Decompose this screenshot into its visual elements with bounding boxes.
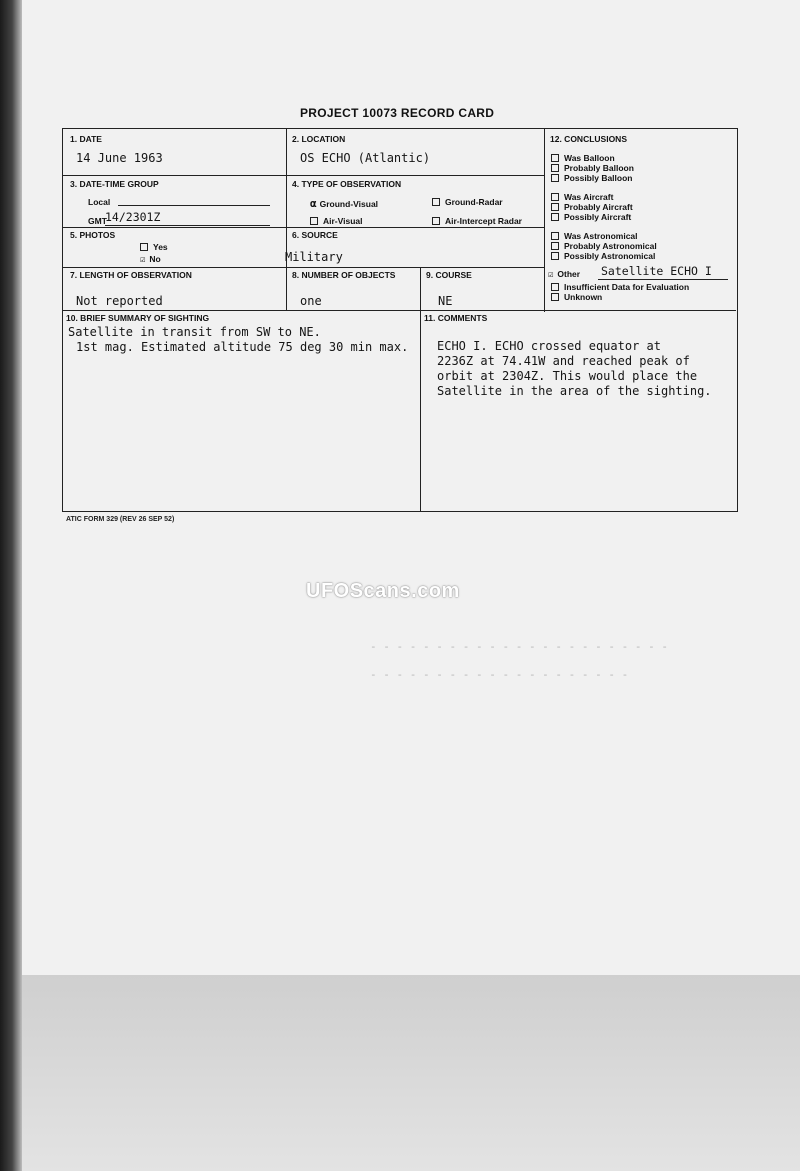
conclusion-possibly-astronomical[interactable]: Possibly Astronomical — [551, 251, 655, 261]
checked-mark-icon: ☑ — [548, 270, 554, 280]
summary-label: 10. BRIEF SUMMARY OF SIGHTING — [66, 313, 210, 323]
conclusion-was-aircraft[interactable]: Was Aircraft — [551, 192, 613, 202]
photos-yes[interactable]: Yes — [140, 242, 168, 252]
type-option-air-intercept-radar[interactable]: Air-Intercept Radar — [432, 216, 522, 226]
conclusion-probably-balloon[interactable]: Probably Balloon — [551, 163, 634, 173]
checked-mark-icon: ☑ — [140, 255, 146, 265]
card-title: PROJECT 10073 RECORD CARD — [300, 106, 495, 120]
checkbox-icon — [551, 252, 559, 260]
local-label: Local — [88, 197, 111, 207]
checkbox-icon — [432, 217, 440, 225]
source-value: Military — [285, 250, 343, 264]
scan-edge — [0, 0, 22, 1171]
divider — [62, 227, 544, 228]
checkbox-icon — [551, 193, 559, 201]
gmt-label: GMT — [88, 216, 107, 226]
divider — [62, 175, 544, 176]
local-line — [118, 205, 270, 206]
comments-line: 2236Z at 74.41W and reached peak of — [437, 354, 690, 368]
divider — [420, 267, 421, 511]
summary-line: Satellite in transit from SW to NE. — [68, 325, 321, 339]
conclusion-was-astronomical[interactable]: Was Astronomical — [551, 231, 638, 241]
comments-line: Satellite in the area of the sighting. — [437, 384, 712, 398]
course-value: NE — [438, 294, 453, 308]
objects-value: one — [300, 294, 322, 308]
source-label: 6. SOURCE — [292, 230, 338, 240]
conclusion-possibly-balloon[interactable]: Possibly Balloon — [551, 173, 633, 183]
location-value: OS ECHO (Atlantic) — [300, 151, 431, 165]
conclusion-probably-aircraft[interactable]: Probably Aircraft — [551, 202, 633, 212]
checkbox-icon — [432, 198, 440, 206]
date-value: 14 June 1963 — [76, 151, 163, 165]
conclusion-unknown[interactable]: Unknown — [551, 292, 602, 302]
divider — [62, 310, 736, 311]
conclusion-was-balloon[interactable]: Was Balloon — [551, 153, 615, 163]
comments-line: ECHO I. ECHO crossed equator at — [437, 339, 661, 353]
length-label: 7. LENGTH OF OBSERVATION — [70, 270, 192, 280]
conclusion-insufficient-data[interactable]: Insufficient Data for Evaluation — [551, 282, 689, 292]
course-label: 9. COURSE — [426, 270, 472, 280]
divider — [62, 267, 544, 268]
gmt-line — [105, 225, 270, 226]
background-lower — [0, 975, 800, 1171]
other-line — [598, 279, 728, 280]
checkbox-icon — [551, 174, 559, 182]
checkbox-icon — [140, 243, 148, 251]
photos-no[interactable]: ☑ No — [140, 254, 161, 265]
checkbox-icon — [551, 232, 559, 240]
checkbox-icon — [551, 283, 559, 291]
comments-line: orbit at 2304Z. This would place the — [437, 369, 698, 383]
checked-mark-icon: α — [310, 197, 317, 210]
summary-line: 1st mag. Estimated altitude 75 deg 30 min max. — [76, 340, 409, 354]
comments-label: 11. COMMENTS — [424, 313, 488, 323]
objects-label: 8. NUMBER OF OBJECTS — [292, 270, 396, 280]
conclusion-other-value: Satellite ECHO I — [601, 264, 712, 278]
type-label: 4. TYPE OF OBSERVATION — [292, 179, 402, 189]
gmt-value: 14/2301Z — [105, 210, 161, 224]
checkbox-icon — [551, 293, 559, 301]
photos-label: 5. PHOTOS — [70, 230, 116, 240]
divider — [286, 128, 287, 310]
dtg-label: 3. DATE-TIME GROUP — [70, 179, 159, 189]
checkbox-icon — [310, 217, 318, 225]
form-number: ATIC FORM 329 (REV 26 SEP 52) — [66, 516, 175, 523]
bleed-through-text: - - - - - - - - - - - - - - - - - - - - — [370, 668, 629, 681]
conclusion-possibly-aircraft[interactable]: Possibly Aircraft — [551, 212, 631, 222]
conclusions-label: 12. CONCLUSIONS — [550, 134, 627, 144]
bleed-through-text: - - - - - - - - - - - - - - - - - - - - - - - — [370, 640, 669, 653]
type-option-ground-visual[interactable]: α Ground-Visual — [310, 197, 379, 210]
checkbox-icon — [551, 213, 559, 221]
location-label: 2. LOCATION — [292, 134, 346, 144]
date-label: 1. DATE — [70, 134, 102, 144]
conclusion-probably-astronomical[interactable]: Probably Astronomical — [551, 241, 657, 251]
checkbox-icon — [551, 203, 559, 211]
watermark: UFOScans.com — [306, 580, 460, 602]
length-value: Not reported — [76, 294, 163, 308]
conclusion-other[interactable]: ☑ Other — [548, 269, 581, 280]
type-option-ground-radar[interactable]: Ground-Radar — [432, 197, 503, 207]
type-option-air-visual[interactable]: Air-Visual — [310, 216, 363, 226]
checkbox-icon — [551, 242, 559, 250]
checkbox-icon — [551, 164, 559, 172]
divider — [544, 128, 545, 312]
checkbox-icon — [551, 154, 559, 162]
